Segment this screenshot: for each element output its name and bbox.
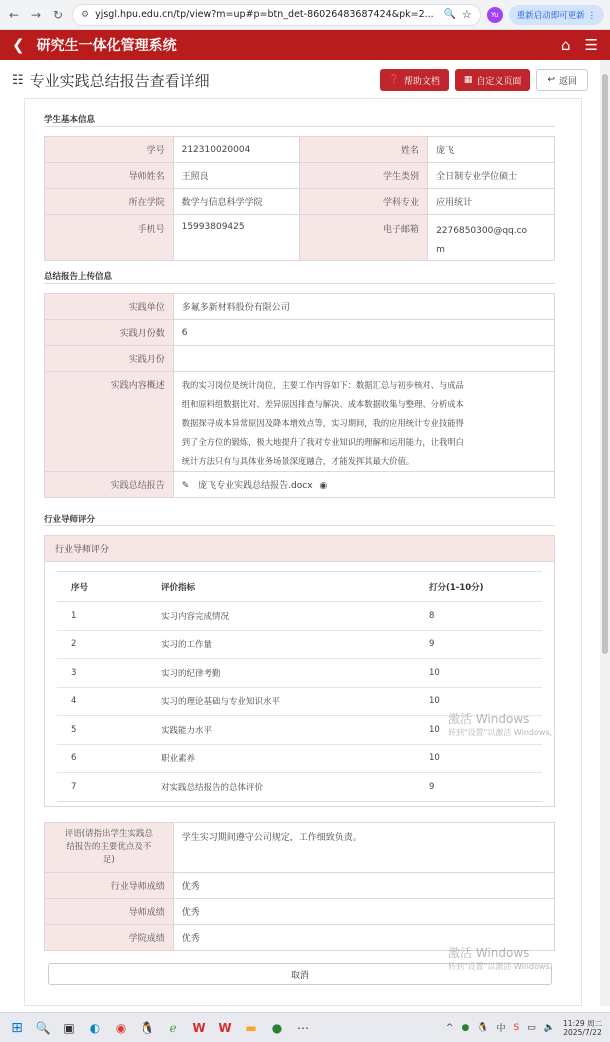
row-no: 1 bbox=[57, 602, 147, 631]
custom-page-button[interactable] bbox=[455, 69, 531, 91]
wps-icon[interactable]: W bbox=[192, 1020, 206, 1035]
student-name-label: 姓名 bbox=[300, 137, 428, 163]
clock-time: 11:29 周二 bbox=[563, 1018, 602, 1028]
practice-content-label: 实践内容概述 bbox=[45, 372, 174, 472]
content-line: 数据探寻成本异常原因及降本增效点等，实习期间，我的应用统计专业技能得 bbox=[181, 418, 464, 428]
practice-unit-label: 实践单位 bbox=[45, 294, 174, 320]
comment-label-line: 结报告的主要优点及不 bbox=[66, 842, 152, 852]
content-line: 组和原料组数据比对、差异原因排查与解决、成本数据收集与整理、分析成本 bbox=[181, 399, 464, 409]
phone-label: 手机号 bbox=[45, 215, 174, 261]
back-chevron-icon[interactable]: ❮ bbox=[12, 36, 25, 54]
mentor-section-title: 行业导师评分 bbox=[44, 515, 96, 525]
major-label: 学科专业 bbox=[300, 189, 428, 215]
help-button-label: 帮助文档 bbox=[403, 76, 440, 87]
row-no: 6 bbox=[57, 744, 147, 773]
table-row bbox=[45, 163, 555, 189]
tutor-grade-label: 导师成绩 bbox=[45, 899, 174, 925]
divider bbox=[44, 525, 555, 526]
table-row bbox=[45, 189, 555, 215]
row-score: 10 bbox=[415, 716, 542, 745]
mentor-panel-title: 行业导师评分 bbox=[45, 536, 554, 562]
task-view-icon[interactable]: ▣ bbox=[63, 1020, 75, 1035]
table-row bbox=[45, 899, 555, 925]
table-row bbox=[45, 873, 555, 899]
cancel-button[interactable]: 取消 bbox=[48, 963, 552, 985]
table-row bbox=[45, 823, 555, 873]
major-value: 应用统计 bbox=[428, 189, 555, 215]
comment-label bbox=[45, 823, 174, 873]
profile-avatar[interactable]: Yu bbox=[487, 7, 503, 23]
row-item: 对实践总结报告的总体评价 bbox=[147, 773, 415, 802]
practice-unit-value: 多氟多新材料股份有限公司 bbox=[173, 294, 554, 320]
windows-taskbar bbox=[0, 1012, 610, 1042]
student-type-label: 学生类别 bbox=[300, 163, 428, 189]
col-header-no: 序号 bbox=[57, 572, 147, 602]
table-row bbox=[57, 744, 542, 773]
system-tray bbox=[446, 1019, 602, 1037]
grid-icon: ▦ bbox=[463, 75, 473, 85]
table-row bbox=[45, 346, 555, 372]
row-score: 9 bbox=[415, 773, 542, 802]
custom-page-button-label: 自定义页面 bbox=[476, 76, 522, 87]
more-apps-icon[interactable]: ⋯ bbox=[297, 1020, 309, 1035]
folder-icon[interactable]: ▬ bbox=[245, 1020, 257, 1035]
watermark-line1: 激活 Windows bbox=[448, 946, 530, 960]
bookmark-star-icon[interactable]: ☆ bbox=[461, 8, 472, 21]
table-row bbox=[57, 659, 542, 688]
row-score: 10 bbox=[415, 744, 542, 773]
divider bbox=[44, 126, 555, 127]
table-row bbox=[45, 320, 555, 346]
table-row bbox=[45, 472, 555, 498]
windows-start-icon[interactable]: ⊞ bbox=[11, 1019, 23, 1036]
phone-value: 15993809425 bbox=[173, 215, 300, 261]
network-icon[interactable]: ▭ bbox=[527, 1022, 536, 1033]
wps-writer-icon[interactable]: W bbox=[218, 1020, 232, 1035]
row-no: 7 bbox=[57, 773, 147, 802]
email-line: 2276850300@qq.co bbox=[436, 226, 528, 236]
row-no: 3 bbox=[57, 659, 147, 688]
watermark-line1: 激活 Windows bbox=[448, 712, 530, 726]
practice-months-value: 6 bbox=[173, 320, 554, 346]
row-score: 10 bbox=[415, 687, 542, 716]
table-row bbox=[57, 602, 542, 631]
student-id-label: 学号 bbox=[45, 137, 174, 163]
content-line: 到了全方位的锻炼，极大地提升了我对专业知识的理解和运用能力，让我明白 bbox=[181, 437, 464, 447]
app-header bbox=[0, 30, 610, 60]
clock[interactable] bbox=[563, 1019, 602, 1037]
list-icon: ☷ bbox=[12, 72, 24, 88]
watermark-line2: 转到"设置"以激活 Windows。 bbox=[448, 728, 558, 737]
tray-sogou-icon[interactable]: S bbox=[513, 1022, 520, 1033]
activation-watermark bbox=[448, 712, 558, 740]
row-item: 实习的工作量 bbox=[147, 630, 415, 659]
input-language[interactable]: 中 bbox=[496, 1024, 506, 1034]
college-grade-value: 优秀 bbox=[173, 925, 554, 951]
comment-label-line: 评语(请指出学生实践总 bbox=[64, 829, 154, 839]
row-no: 4 bbox=[57, 687, 147, 716]
report-file-cell bbox=[173, 472, 554, 498]
tutor-grade-value: 优秀 bbox=[173, 899, 554, 925]
divider bbox=[44, 283, 555, 284]
help-button[interactable] bbox=[380, 69, 449, 91]
row-no: 5 bbox=[57, 716, 147, 745]
practice-month-label: 实践月份 bbox=[45, 346, 174, 372]
mentor-grade-value: 优秀 bbox=[173, 873, 554, 899]
practice-content-value bbox=[173, 372, 554, 472]
tray-qq-icon[interactable]: 🐧 bbox=[477, 1022, 489, 1033]
table-header-row bbox=[57, 572, 542, 602]
practice-month-value bbox=[173, 346, 554, 372]
table-row bbox=[57, 773, 542, 802]
table-row bbox=[45, 372, 555, 472]
app-title: 研究生一体化管理系统 bbox=[36, 38, 177, 54]
site-info-icon[interactable]: ⚙ bbox=[81, 9, 90, 20]
zoom-icon[interactable]: 🔍 bbox=[443, 9, 456, 20]
tutor-name-label: 导师姓名 bbox=[45, 163, 174, 189]
comment-value: 学生实习期间遵守公司规定，工作细致负责。 bbox=[173, 823, 554, 873]
tray-app-icon[interactable]: ● bbox=[461, 1022, 470, 1033]
student-name-value: 庞飞 bbox=[428, 137, 555, 163]
activation-watermark bbox=[448, 946, 558, 974]
row-item: 实习内容完成情况 bbox=[147, 602, 415, 631]
address-bar[interactable] bbox=[72, 4, 481, 26]
table-row bbox=[45, 294, 555, 320]
student-info-table bbox=[44, 136, 555, 261]
row-score: 10 bbox=[415, 659, 542, 688]
email-label: 电子邮箱 bbox=[300, 215, 428, 261]
watermark-line2: 转到"设置"以激活 Windows。 bbox=[448, 962, 558, 971]
tutor-name-value: 王照良 bbox=[173, 163, 300, 189]
report-file-link[interactable]: 庞飞专业实践总结报告.docx bbox=[198, 481, 313, 491]
scrollbar-thumb[interactable] bbox=[602, 74, 608, 654]
college-grade-label: 学院成绩 bbox=[45, 925, 174, 951]
tray-expand-icon[interactable]: ^ bbox=[445, 1022, 454, 1033]
student-section-title: 学生基本信息 bbox=[44, 115, 96, 125]
return-button[interactable] bbox=[536, 69, 588, 91]
table-row bbox=[45, 215, 555, 261]
attachment-icon: ✎ bbox=[181, 481, 190, 491]
home-icon[interactable]: ⌂ bbox=[561, 36, 571, 54]
reload-icon[interactable]: ↻ bbox=[52, 7, 64, 22]
row-item: 实习的理论基础与专业知识水平 bbox=[147, 687, 415, 716]
browser-toolbar bbox=[0, 0, 610, 30]
url-text: yjsgl.hpu.edu.cn/tp/view?m=up#p=btn_det-86026483687424&pk=2... bbox=[95, 9, 434, 20]
content-line: 我的实习岗位是统计岗位，主要工作内容如下：数据汇总与初步核对、与成品 bbox=[181, 380, 464, 390]
table-row bbox=[45, 137, 555, 163]
student-id-value: 212310020004 bbox=[173, 137, 300, 163]
student-type-value: 全日制专业学位硕士 bbox=[428, 163, 555, 189]
qq-icon[interactable]: 🐧 bbox=[139, 1020, 155, 1035]
return-arrow-icon: ↩ bbox=[547, 75, 555, 85]
report-info-table bbox=[44, 293, 555, 498]
college-label: 所在学院 bbox=[45, 189, 174, 215]
row-item: 职业素养 bbox=[147, 744, 415, 773]
eye-icon[interactable]: ◉ bbox=[319, 481, 328, 491]
edge-icon[interactable]: ◐ bbox=[89, 1020, 101, 1035]
row-item: 实习的纪律考勤 bbox=[147, 659, 415, 688]
col-header-score: 打分(1-10分) bbox=[415, 572, 542, 602]
menu-icon[interactable]: ☰ bbox=[584, 36, 598, 54]
question-icon: ❓ bbox=[388, 75, 400, 85]
chrome-icon[interactable]: ◉ bbox=[115, 1020, 127, 1035]
row-item: 实践能力水平 bbox=[147, 716, 415, 745]
score-table bbox=[57, 571, 542, 802]
report-file-label: 实践总结报告 bbox=[45, 472, 174, 498]
row-score: 9 bbox=[415, 630, 542, 659]
wechat-icon[interactable]: ● bbox=[271, 1020, 283, 1035]
browser-icon[interactable]: ℯ bbox=[169, 1020, 177, 1035]
forward-arrow-icon[interactable]: → bbox=[30, 7, 42, 22]
evaluation-table bbox=[44, 822, 555, 951]
comment-label-line: 足) bbox=[102, 855, 115, 865]
page-title: 专业实践总结报告查看详细 bbox=[29, 71, 210, 90]
page-heading bbox=[12, 66, 588, 94]
college-value: 数学与信息科学学院 bbox=[173, 189, 300, 215]
col-header-item: 评价指标 bbox=[147, 572, 415, 602]
page-scrollbar[interactable] bbox=[600, 60, 610, 1006]
mentor-score-panel bbox=[44, 535, 555, 807]
email-line: m bbox=[436, 245, 445, 255]
practice-months-label: 实践月份数 bbox=[45, 320, 174, 346]
report-section-title: 总结报告上传信息 bbox=[44, 272, 113, 282]
clock-date: 2025/7/22 bbox=[563, 1027, 602, 1037]
search-icon[interactable]: 🔍 bbox=[35, 1020, 51, 1035]
row-no: 2 bbox=[57, 630, 147, 659]
email-value bbox=[428, 215, 555, 261]
content-line: 统计方法只有与具体业务场景深度融合，才能发挥其最大价值。 bbox=[181, 456, 415, 466]
mentor-grade-label: 行业导师成绩 bbox=[45, 873, 174, 899]
table-row bbox=[57, 630, 542, 659]
volume-icon[interactable]: 🔈 bbox=[543, 1022, 555, 1033]
row-score: 8 bbox=[415, 602, 542, 631]
back-arrow-icon[interactable]: ← bbox=[8, 7, 20, 22]
update-button[interactable]: 重新启动即可更新 ⋮ bbox=[509, 5, 604, 25]
return-button-label: 返回 bbox=[558, 76, 577, 87]
